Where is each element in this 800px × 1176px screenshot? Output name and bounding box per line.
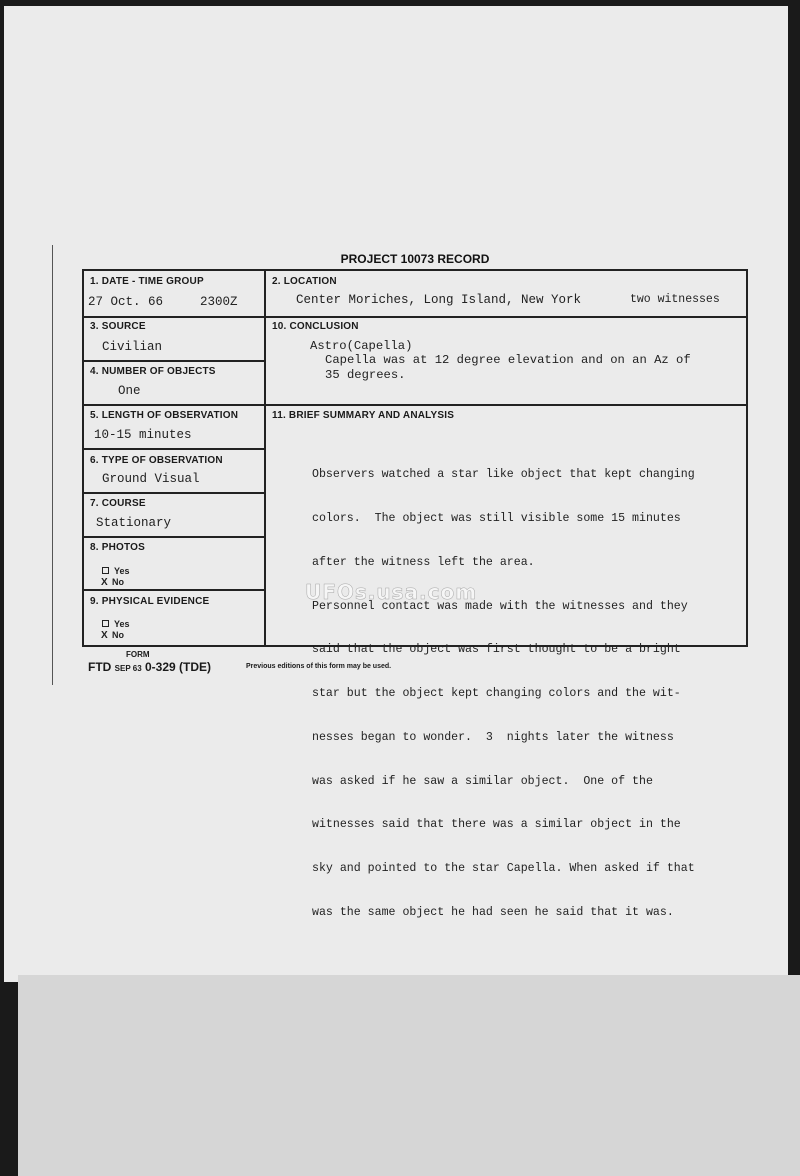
page-title: PROJECT 10073 RECORD <box>340 252 490 266</box>
location-value: Center Moriches, Long Island, New York <box>296 293 582 307</box>
location-label: 2. LOCATION <box>272 276 337 287</box>
physical-evidence-yes-checkbox <box>102 620 109 627</box>
footer-form-word: FORM <box>126 650 150 659</box>
photos-yes-checkbox <box>102 567 109 574</box>
time-value: 2300Z <box>200 295 238 309</box>
conclusion-line-3: 35 degrees. <box>325 368 406 382</box>
physical-evidence-no-text: No <box>112 630 124 640</box>
physical-evidence-yes-option <box>102 619 130 629</box>
summary-line: sky and pointed to the star Capella. When asked if that <box>312 862 695 876</box>
margin-line <box>52 245 53 685</box>
course-value: Stationary <box>96 516 172 530</box>
footer-ftd: FTD <box>88 660 112 674</box>
summary-line: said that the object was first thought to be a bright <box>312 643 681 657</box>
date-time-label: 1. DATE - TIME GROUP <box>90 276 204 287</box>
photos-no-checkbox: X <box>101 577 108 588</box>
summary-line: after the witness left the area. <box>312 555 535 569</box>
conclusion-line-2: Capella was at 12 degree elevation and on an Az of <box>325 353 691 367</box>
footer-form-number: 0-329 (TDE) <box>145 660 212 674</box>
footer-date-code: SEP 63 <box>114 664 142 673</box>
summary-line: Observers watched a star like object that kept changing <box>312 468 695 482</box>
date-value: 27 Oct. 66 <box>88 295 164 309</box>
photos-no-option <box>101 577 124 588</box>
conclusion-label: 10. CONCLUSION <box>272 321 359 332</box>
watermark: UFOs.usa.com <box>305 580 478 604</box>
summary-label: 11. BRIEF SUMMARY AND ANALYSIS <box>272 410 455 421</box>
summary-line: witnesses said that there was a similar object in the <box>312 818 681 832</box>
summary-line: nesses began to wonder. 3 nights later the witness <box>312 730 674 744</box>
photos-no-text: No <box>112 577 124 587</box>
source-value: Civilian <box>102 340 163 354</box>
physical-evidence-no-option <box>101 630 124 641</box>
source-label: 3. SOURCE <box>90 321 146 332</box>
summary-line: was asked if he saw a similar object. One of the <box>312 774 653 788</box>
summary-line: Personnel contact was made with the witnesses and they <box>312 599 688 613</box>
photos-yes-option <box>102 566 130 576</box>
footer-form-id <box>88 660 211 674</box>
type-of-observation-value: Ground Visual <box>102 472 200 486</box>
left-divider-3 <box>84 360 264 362</box>
length-of-observation-value: 10-15 minutes <box>94 428 192 442</box>
number-of-objects-value: One <box>118 384 141 398</box>
left-divider-7 <box>84 589 264 591</box>
summary-line: star but the object kept changing colors and the wit- <box>312 687 681 701</box>
location-note: two witnesses <box>630 293 720 306</box>
left-divider-5 <box>84 492 264 494</box>
summary-text <box>312 439 742 950</box>
physical-evidence-label: 9. PHYSICAL EVIDENCE <box>90 596 210 607</box>
number-of-objects-label: 4. NUMBER OF OBJECTS <box>90 366 216 377</box>
footer-previous-editions: Previous editions of this form may be used. <box>246 663 392 670</box>
summary-line: colors. The object was still visible some 15 minutes <box>312 511 681 525</box>
summary-line: was the same object he had seen he said that it was. <box>312 906 674 919</box>
length-of-observation-label: 5. LENGTH OF OBSERVATION <box>90 410 239 421</box>
physical-evidence-no-checkbox: X <box>101 630 108 641</box>
row-divider-1 <box>84 316 746 318</box>
left-divider-4 <box>84 448 264 450</box>
conclusion-line-1: Astro(Capella) <box>310 339 413 353</box>
under-paper <box>18 975 800 1176</box>
column-divider <box>264 271 266 645</box>
photos-label: 8. PHOTOS <box>90 542 145 553</box>
row-divider-2 <box>84 404 746 406</box>
physical-evidence-yes-text: Yes <box>114 619 130 629</box>
course-label: 7. COURSE <box>90 498 146 509</box>
type-of-observation-label: 6. TYPE OF OBSERVATION <box>90 455 223 466</box>
photos-yes-text: Yes <box>114 566 130 576</box>
left-divider-6 <box>84 536 264 538</box>
